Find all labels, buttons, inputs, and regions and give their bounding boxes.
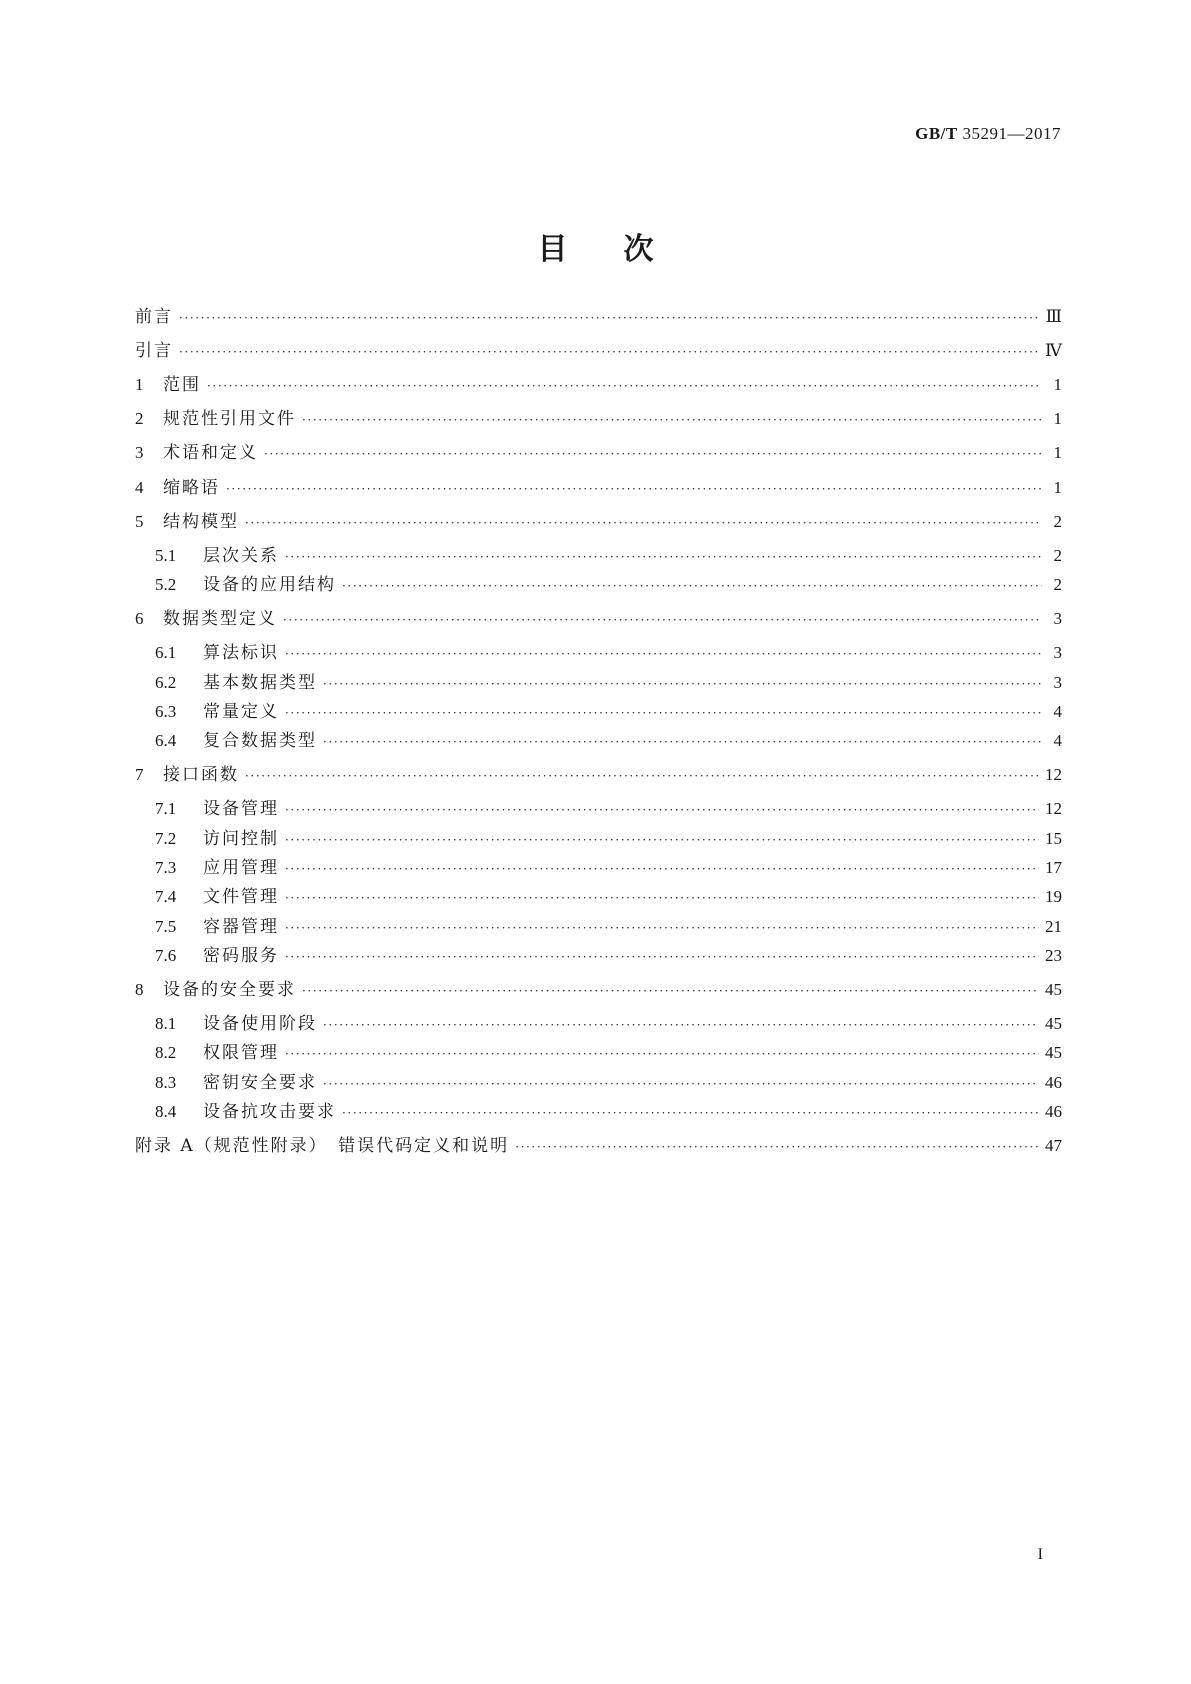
toc-entry[interactable] [155, 670, 1062, 696]
toc-dot-leader [245, 763, 1039, 789]
toc-entry[interactable] [135, 406, 1062, 432]
toc-entry[interactable] [135, 977, 1062, 1003]
toc-entry-label: 范围 [163, 375, 201, 395]
toc-dot-leader [285, 827, 1039, 853]
toc-entry-label: 接口函数 [163, 765, 239, 785]
toc-dot-leader [342, 573, 1042, 599]
toc-dot-leader [323, 729, 1042, 755]
toc-entry-page: 19 [1045, 887, 1062, 906]
toc-entry-page: 1 [1053, 443, 1062, 462]
toc-entry-label: 密码服务 [203, 946, 279, 966]
toc-entry-number: 8.1 [155, 1014, 177, 1033]
toc-entry-number: 6.2 [155, 673, 177, 692]
toc-entry-number: 3 [135, 443, 144, 462]
toc-entry[interactable] [135, 606, 1062, 632]
toc-dot-leader [302, 407, 1042, 433]
toc-entry[interactable] [155, 572, 1062, 598]
toc-entry-number: 8 [135, 980, 144, 999]
standard-prefix: GB/T [915, 124, 958, 143]
toc-dot-leader [285, 944, 1039, 970]
toc-entry-number: 5 [135, 512, 144, 531]
toc-entry-page: 45 [1045, 980, 1062, 999]
toc-entry-label: 权限管理 [203, 1043, 279, 1063]
toc-dot-leader [285, 856, 1039, 882]
toc-entry-label: 访问控制 [203, 829, 279, 849]
toc-entry-page: 4 [1053, 731, 1062, 750]
toc-entry-label: 基本数据类型 [203, 673, 317, 693]
toc-entry-page: 3 [1053, 643, 1062, 662]
footer-page-number: I [1037, 1546, 1043, 1563]
toc-dot-leader [302, 978, 1039, 1004]
toc-dot-leader [226, 476, 1042, 502]
toc-entry-label: 结构模型 [163, 512, 239, 532]
toc-entry[interactable] [155, 699, 1062, 725]
toc-entry[interactable] [135, 1133, 1062, 1159]
toc-entry-page: Ⅳ [1045, 341, 1062, 360]
toc-dot-leader [323, 1071, 1039, 1097]
toc-entry-number: 7.3 [155, 858, 177, 877]
toc-entry-page: 45 [1045, 1043, 1062, 1062]
toc-dot-leader [264, 441, 1042, 467]
toc-entry[interactable] [155, 943, 1062, 969]
toc-dot-leader [342, 1100, 1039, 1126]
toc-entry-label: 设备管理 [203, 799, 279, 819]
toc-entry-page: 12 [1045, 765, 1062, 784]
toc-entry-label: 复合数据类型 [203, 731, 317, 751]
toc-entry-number: 7.6 [155, 946, 177, 965]
toc-entry-label: 设备使用阶段 [203, 1014, 317, 1034]
toc-entry[interactable] [155, 1070, 1062, 1096]
toc-dot-leader [323, 671, 1042, 697]
toc-entry-number: 8.2 [155, 1043, 177, 1062]
toc-entry-page: 21 [1045, 917, 1062, 936]
toc-dot-leader [515, 1134, 1039, 1160]
toc-entry-page: 3 [1053, 673, 1062, 692]
toc-entry-page: 23 [1045, 946, 1062, 965]
toc-entry-number: 6.3 [155, 702, 177, 721]
toc-entry[interactable] [135, 304, 1062, 330]
toc-entry-number: 7.5 [155, 917, 177, 936]
toc-entry-label: 附录 A（规范性附录） 错误代码定义和说明 [135, 1136, 510, 1156]
toc-entry[interactable] [135, 338, 1062, 364]
toc-entry[interactable] [155, 1011, 1062, 1037]
toc-entry-number: 6.4 [155, 731, 177, 750]
toc-entry[interactable] [135, 509, 1062, 535]
toc-entry[interactable] [135, 440, 1062, 466]
toc-entry[interactable] [155, 826, 1062, 852]
toc-entry-label: 常量定义 [203, 702, 279, 722]
toc-entry[interactable] [155, 1099, 1062, 1125]
toc-entry-number: 7.2 [155, 829, 177, 848]
toc-entry-label: 层次关系 [203, 546, 279, 566]
toc-entry-label: 缩略语 [163, 478, 220, 498]
toc-entry-page: 3 [1053, 609, 1062, 628]
toc-entry-page: 45 [1045, 1014, 1062, 1033]
toc-entry-number: 8.4 [155, 1102, 177, 1121]
toc-entry[interactable] [135, 762, 1062, 788]
standard-code [915, 124, 1061, 144]
toc-dot-leader [245, 510, 1042, 536]
toc-entry-page: 2 [1053, 512, 1062, 531]
toc-dot-leader [285, 885, 1039, 911]
toc-entry-label: 文件管理 [203, 887, 279, 907]
toc-entry-number: 2 [135, 409, 144, 428]
toc-entry-page: Ⅲ [1045, 307, 1062, 326]
toc-entry-number: 8.3 [155, 1073, 177, 1092]
toc-entry[interactable] [155, 1040, 1062, 1066]
toc-entry-label: 设备的安全要求 [163, 980, 296, 1000]
toc-entry[interactable] [135, 372, 1062, 398]
toc-entry-number: 1 [135, 375, 144, 394]
toc-entry-label: 设备抗攻击要求 [203, 1102, 336, 1122]
page-title: 目次 [537, 232, 710, 267]
toc-entry-page: 46 [1045, 1102, 1062, 1121]
toc-entry-label: 规范性引用文件 [163, 409, 296, 429]
toc-entry-page: 12 [1045, 799, 1062, 818]
toc-entry-page: 46 [1045, 1073, 1062, 1092]
toc-entry-number: 7.1 [155, 799, 177, 818]
toc-entry[interactable] [155, 640, 1062, 666]
toc-entry-number: 7.4 [155, 887, 177, 906]
toc-entry-label: 数据类型定义 [163, 609, 277, 629]
toc-dot-leader [207, 373, 1042, 399]
toc-entry-number: 5.2 [155, 575, 177, 594]
toc-entry-page: 15 [1045, 829, 1062, 848]
toc-entry-page: 2 [1053, 546, 1062, 565]
toc-entry-label: 容器管理 [203, 917, 279, 937]
toc-dot-leader [285, 1041, 1039, 1067]
toc-dot-leader [179, 305, 1040, 331]
toc-entry-page: 2 [1053, 575, 1062, 594]
toc-entry[interactable] [155, 914, 1062, 940]
toc-dot-leader [283, 607, 1042, 633]
toc-entry[interactable] [155, 796, 1062, 822]
toc-entry-number: 6.1 [155, 643, 177, 662]
toc-entry[interactable] [155, 728, 1062, 754]
toc-entry-label: 术语和定义 [163, 443, 258, 463]
toc-entry-label: 前言 [135, 307, 173, 327]
toc-dot-leader [285, 700, 1042, 726]
toc-entry-label: 算法标识 [203, 643, 279, 663]
toc-entry-number: 5.1 [155, 546, 177, 565]
toc-dot-leader [323, 1012, 1039, 1038]
toc-entry[interactable] [155, 855, 1062, 881]
toc-dot-leader [285, 797, 1039, 823]
toc-entry[interactable] [155, 543, 1062, 569]
toc-entry[interactable] [155, 884, 1062, 910]
standard-number: 35291—2017 [962, 124, 1061, 143]
toc-entry-page: 17 [1045, 858, 1062, 877]
toc-entry-number: 7 [135, 765, 144, 784]
toc-dot-leader [285, 544, 1042, 570]
toc-entry-page: 1 [1053, 409, 1062, 428]
toc-entry-number: 4 [135, 478, 144, 497]
toc-entry-page: 4 [1053, 702, 1062, 721]
toc-entry-page: 1 [1053, 375, 1062, 394]
toc-dot-leader [179, 339, 1039, 365]
toc-entry-label: 引言 [135, 341, 173, 361]
toc-entry-page: 1 [1053, 478, 1062, 497]
toc-entry-label: 设备的应用结构 [203, 575, 336, 595]
toc-entry-label: 密钥安全要求 [203, 1073, 317, 1093]
toc-entry-page: 47 [1045, 1136, 1062, 1155]
toc-dot-leader [285, 641, 1042, 667]
toc-entry-number: 6 [135, 609, 144, 628]
toc-entry[interactable] [135, 475, 1062, 501]
toc-dot-leader [285, 915, 1039, 941]
toc-entry-label: 应用管理 [203, 858, 279, 878]
